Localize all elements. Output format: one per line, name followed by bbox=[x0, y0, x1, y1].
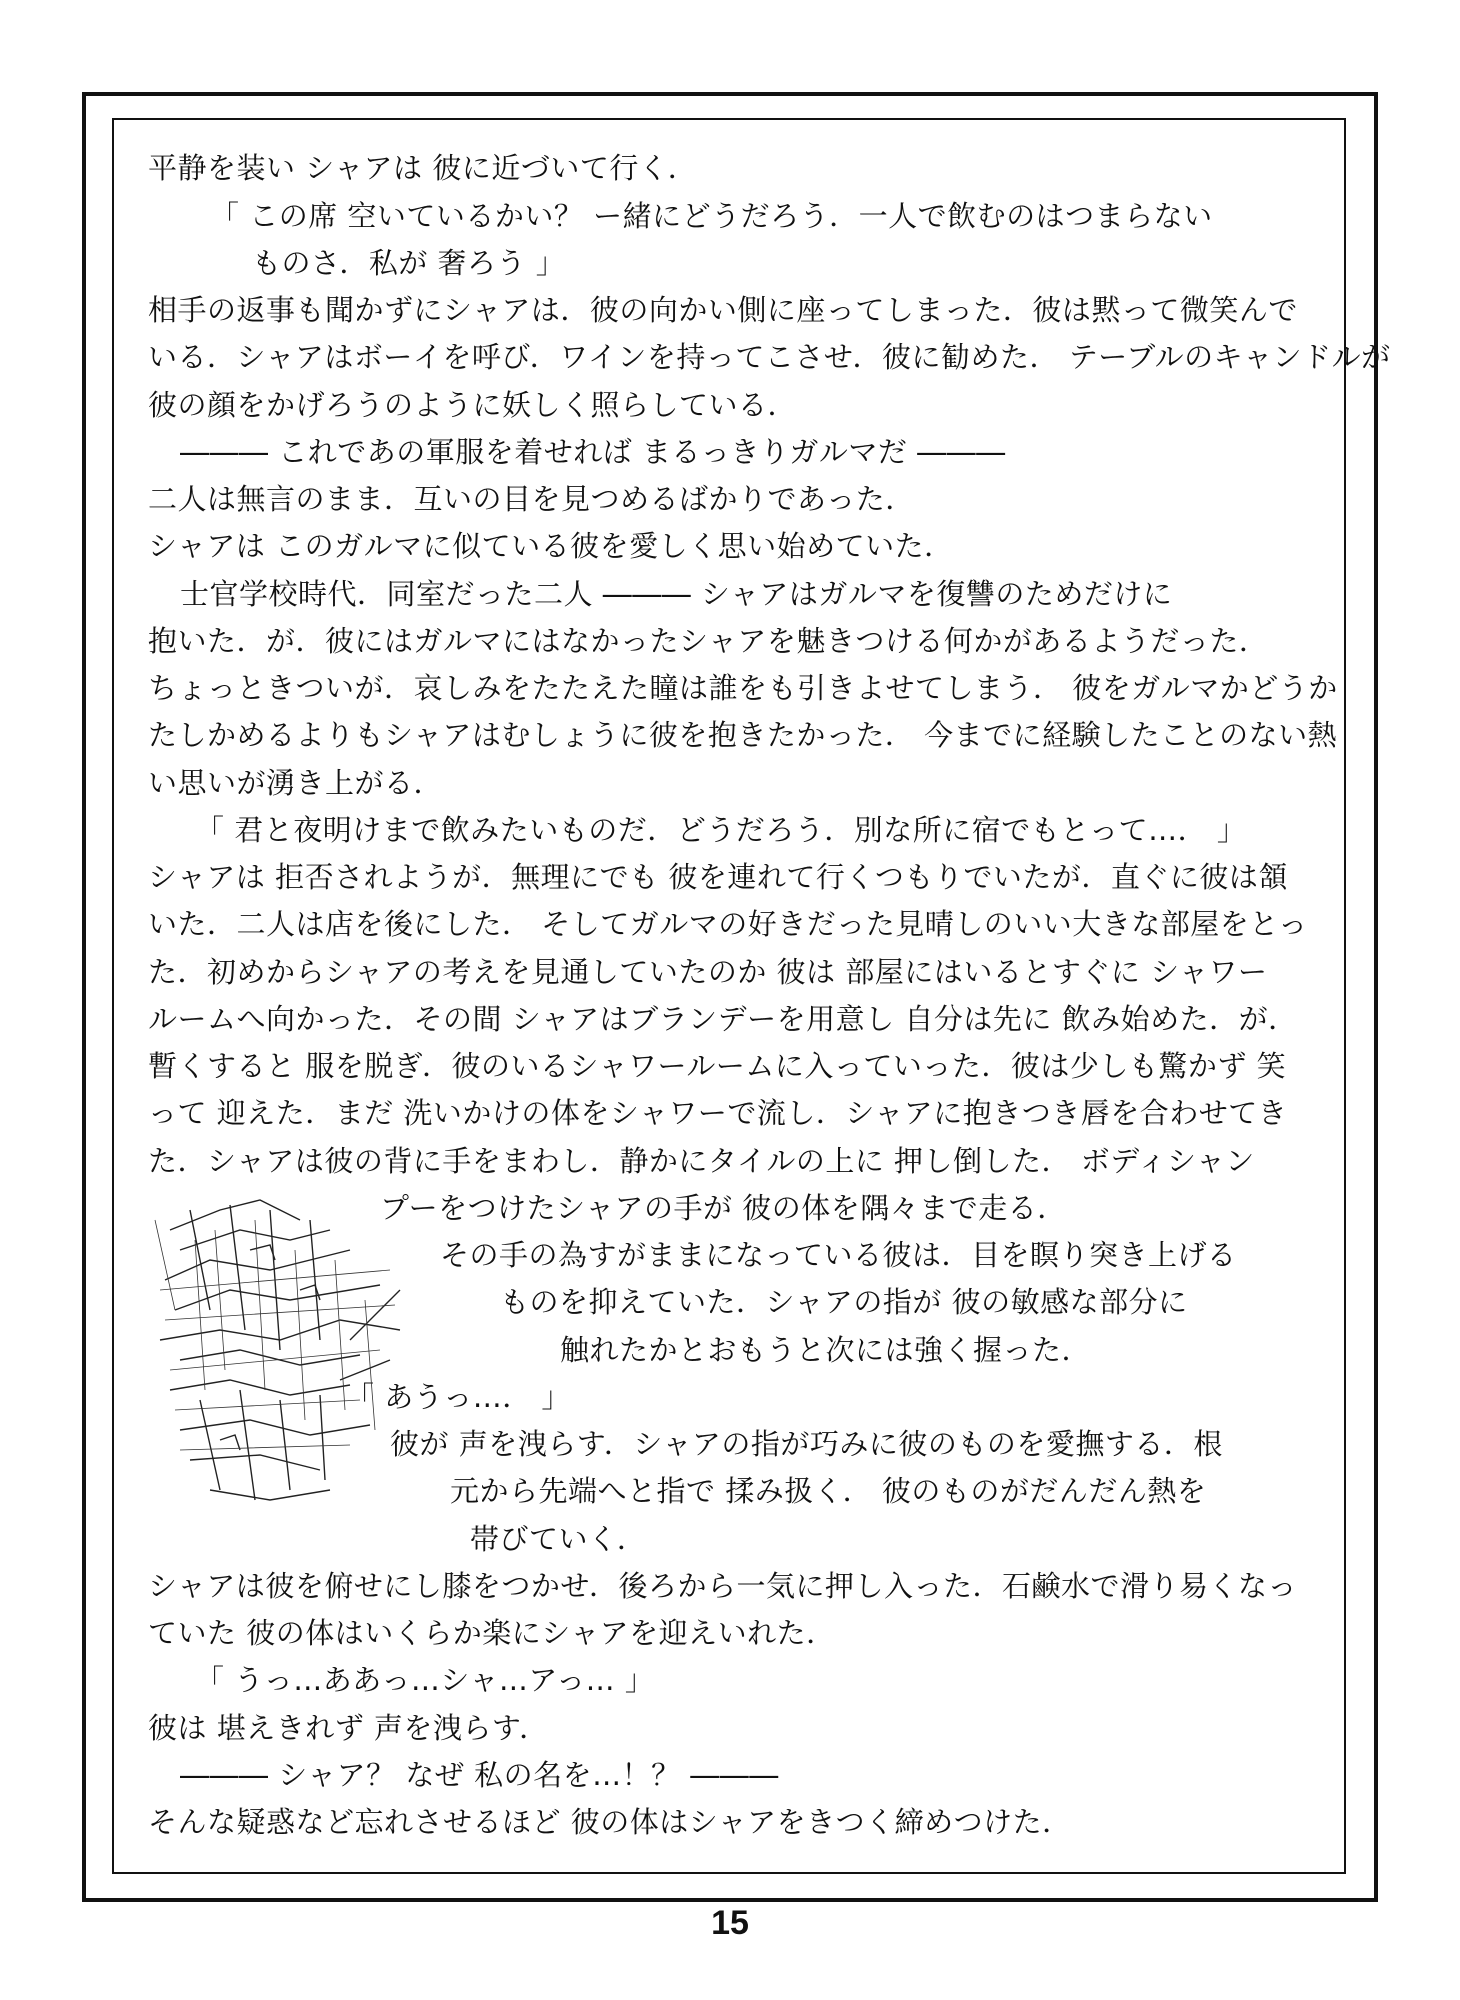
text-line: た．シャアは彼の背に手をまわし．静かにタイルの上に 押し倒した． ボディシャン bbox=[148, 1144, 1255, 1178]
text-line: シャアは 拒否されようが．無理にでも 彼を連れて行くつもりでいたが．直ぐに彼は頷 bbox=[148, 860, 1288, 894]
text-line: ――― シャア？ なぜ 私の名を…！？ ――― bbox=[180, 1758, 779, 1792]
text-line: いた．二人は店を後にした． そしてガルマの好きだった見晴しのいい大きな部屋をとっ bbox=[148, 907, 1308, 941]
text-line: シャアは このガルマに似ている彼を愛しく思い始めていた． bbox=[148, 529, 954, 563]
text-line: 「 この席 空いているかい？ ー緒にどうだろう．一人で飲むのはつまらない bbox=[210, 199, 1213, 233]
text-line: いる．シャアはボーイを呼び．ワインを持ってこさせ．彼に勧めた． テーブルのキャンドルが bbox=[148, 340, 1391, 374]
text-line: 「 うっ…ああっ…シャ…アっ… 」 bbox=[195, 1663, 655, 1697]
text-line: って 迎えた．まだ 洗いかけの体をシャワーで流し．シャアに抱きつき唇を合わせてき bbox=[148, 1096, 1288, 1130]
text-line: 元から先端へと指で 揉み扱く． 彼のものがだんだん熱を bbox=[450, 1474, 1207, 1508]
text-line: シャアは彼を俯せにし膝をつかせ．後ろから一気に押し入った．石鹸水で滑り易くなっ bbox=[148, 1569, 1298, 1603]
text-line: その手の為すがままになっている彼は．目を瞑り突き上げる bbox=[440, 1238, 1237, 1272]
page-border-inner bbox=[112, 118, 1346, 1874]
text-line: 彼が 声を洩らす．シャアの指が巧みに彼のものを愛撫する．根 bbox=[390, 1427, 1223, 1461]
text-line: 二人は無言のまま．互いの目を見つめるばかりであった． bbox=[148, 482, 915, 516]
text-line: 「 あうっ…． 」 bbox=[345, 1380, 571, 1414]
text-line: 士官学校時代．同室だった二人 ――― シャアはガルマを復讐のためだけに bbox=[180, 577, 1173, 611]
text-line: い思いが湧き上がる． bbox=[148, 766, 444, 800]
text-line: ちょっときついが．哀しみをたたえた瞳は誰をも引きよせてしまう． 彼をガルマかどうか bbox=[148, 671, 1338, 705]
text-line: 「 君と夜明けまで飲みたいものだ．どうだろう．別な所に宿でもとって…． 」 bbox=[195, 813, 1247, 847]
text-line: プーをつけたシャアの手が 彼の体を隅々まで走る． bbox=[380, 1191, 1067, 1225]
sketch-illustration bbox=[150, 1190, 420, 1520]
text-line: 彼の顔をかげろうのように妖しく照らしている． bbox=[148, 388, 798, 422]
text-line: ていた 彼の体はいくらか楽にシャアを迎えいれた． bbox=[148, 1616, 836, 1650]
text-line: ――― これであの軍服を着せれば まるっきりガルマだ ――― bbox=[180, 435, 1006, 469]
text-line: た．初めからシャアの考えを見通していたのか 彼は 部屋にはいるとすぐに シャワー bbox=[148, 955, 1268, 989]
text-line: 抱いた．が．彼にはガルマにはなかったシャアを魅きつける何かがあるようだった． bbox=[148, 624, 1269, 658]
text-line: 相手の返事も聞かずにシャアは．彼の向かい側に座ってしまった．彼は黙って微笑んで bbox=[148, 293, 1298, 327]
text-line: ものを抑えていた．シャアの指が 彼の敏感な部分に bbox=[500, 1285, 1188, 1319]
text-line: たしかめるよりもシャアはむしょうに彼を抱きたかった． 今までに経験したことのない熱 bbox=[148, 718, 1338, 752]
text-line: 触れたかとおもうと次には強く握った． bbox=[560, 1333, 1092, 1367]
page-number: 15 bbox=[711, 1904, 749, 1942]
text-line: 帯びていく． bbox=[470, 1522, 647, 1556]
text-line: そんな疑惑など忘れさせるほど 彼の体はシャアをきつく締めつけた． bbox=[148, 1805, 1072, 1839]
text-line: 平静を装い シャアは 彼に近づいて行く． bbox=[148, 151, 698, 185]
text-line: 彼は 堪えきれず 声を洩らす． bbox=[148, 1711, 549, 1745]
text-line: ルームへ向かった．その間 シャアはブランデーを用意し 自分は先に 飲み始めた．が． bbox=[148, 1002, 1298, 1036]
text-line: ものさ．私が 奢ろう 」 bbox=[252, 246, 566, 280]
text-line: 暫くすると 服を脱ぎ．彼のいるシャワールームに入っていった．彼は少しも驚かず 笑 bbox=[148, 1049, 1287, 1083]
